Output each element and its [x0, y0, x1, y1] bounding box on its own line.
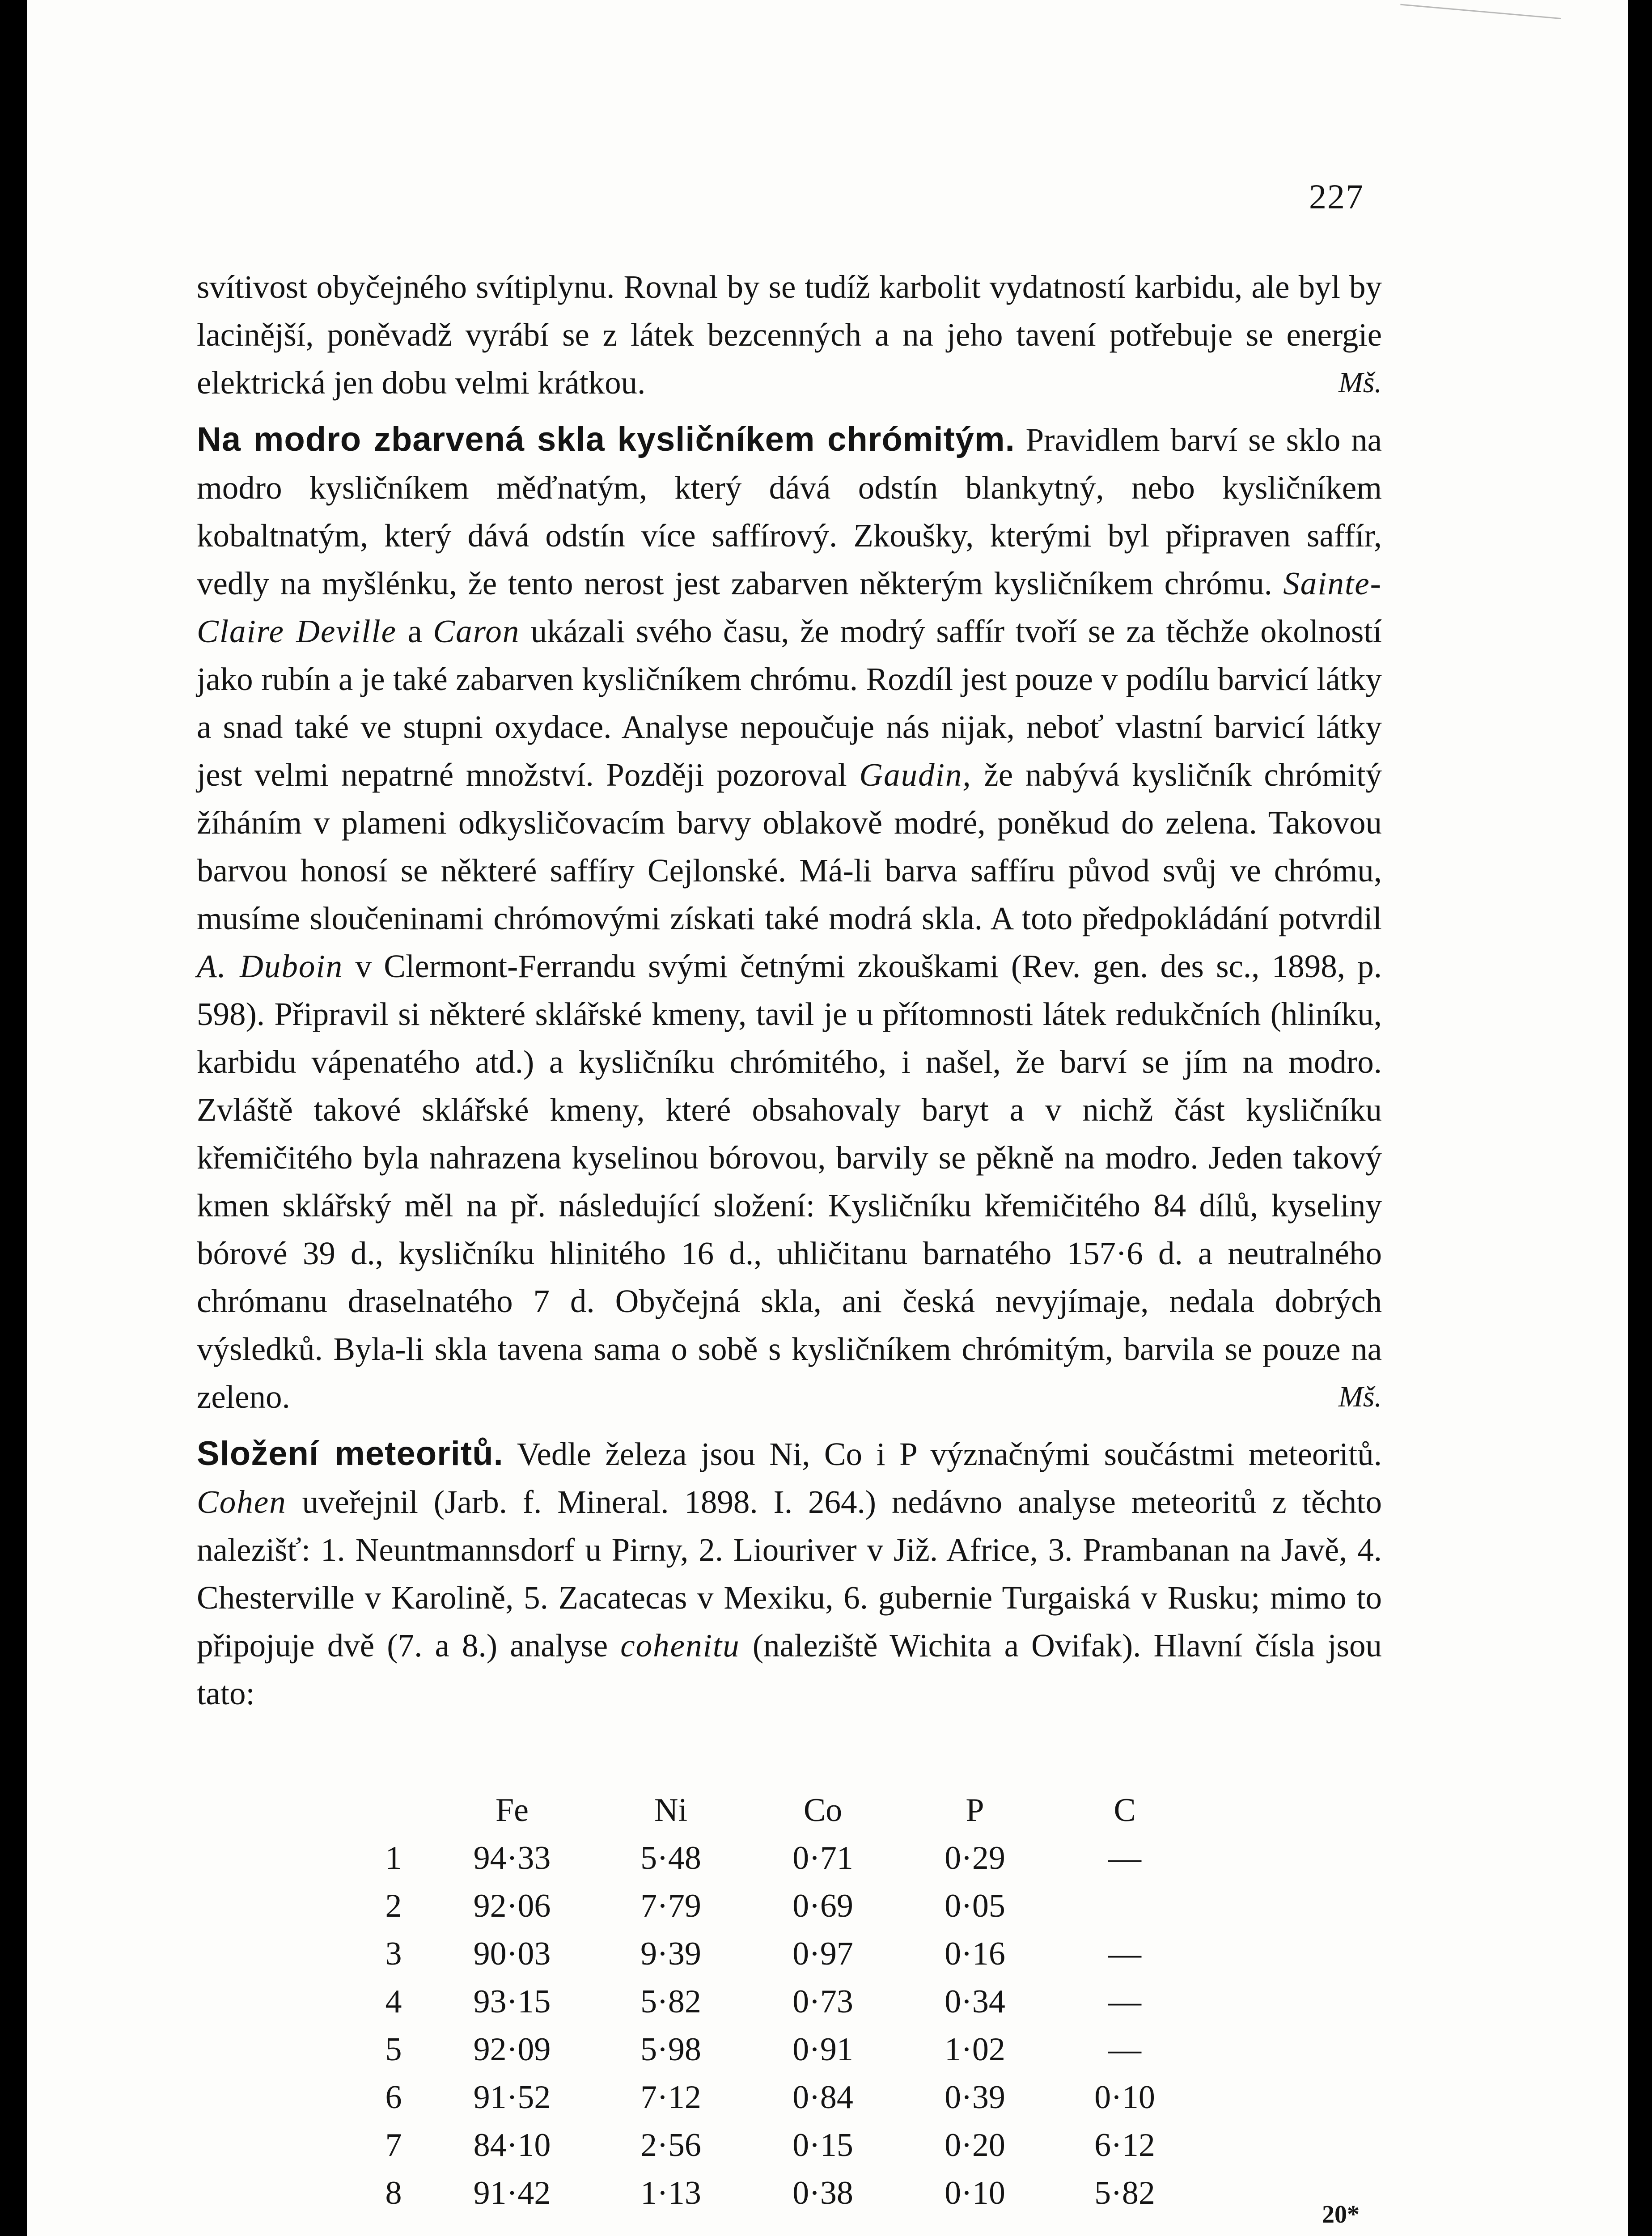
table-cell: 0·73	[792, 1983, 853, 2020]
row-number-cell: 1	[385, 1840, 402, 1876]
table-cell: 2·56	[640, 2127, 701, 2164]
table-cell: 91·42	[473, 2175, 551, 2211]
author-signature: Mš.	[1338, 1381, 1382, 1413]
table-cell: —	[1108, 1983, 1141, 2020]
row-number-cell: 8	[385, 2175, 402, 2211]
table-header: Co	[803, 1792, 843, 1829]
table-cell: 0·71	[792, 1840, 853, 1876]
table-cell: 1·13	[640, 2175, 701, 2211]
row-number-cell: 5	[385, 2031, 402, 2068]
section-heading-chromium: Na modro zbarvená skla kysličníkem chrómitým.	[197, 420, 1015, 458]
table-cell: 0·39	[945, 2079, 1005, 2116]
table-cell: —	[1108, 2031, 1141, 2068]
table-cell: 7·12	[640, 2079, 701, 2116]
table-cell: 0·69	[792, 1888, 853, 1924]
table-cell: —	[1108, 1935, 1141, 1972]
table-cell: 92·06	[473, 1888, 551, 1924]
paragraph-text: uveřejnil (Jarb. f. Mineral. 1898. I. 264.) nedávno analyse meteoritů z těchto nalezišť: 1. Neuntmannsdorf u Pirny, 2. Liouriver v Již. Africe, 3. Prambanan na Javě, 4. Chesterville v Karolině, 5. Zacatecas v Mexiku, 6. gubernie Turgaiská v Rusku; mimo to připojuje dvě (7. a 8.) analyse	[197, 1484, 1382, 1664]
table-cell: 1·02	[945, 2031, 1005, 2068]
body-text	[197, 263, 1382, 1717]
paragraph-text: Pravidlem barví se sklo na modro kysličníkem měďnatým, který dává odstín blankytný, nebo kysličníkem kobaltnatým, který dává odstín více saffírový. Zkoušky, kterými byl připraven saffír, vedly na myšlénku, že tento nerost jest zabarven některým kysličníkem chrómu.	[197, 422, 1382, 601]
paragraph-text: že nabývá kysličník chrómitý žíháním v plameni odkysličovacím barvy oblakově modré, poněkud do zelena. Takovou barvou honosí se některé saffíry Cejlonské. Má-li barva saffíru původ svůj ve chrómu, musíme sloučeninami chrómovými získati také modrá skla. A toto předpokládání potvrdil	[197, 757, 1382, 936]
section-heading-meteorites: Složení meteoritů.	[197, 1435, 504, 1473]
paragraph-text: a	[407, 613, 422, 649]
table-cell: 0·05	[945, 1888, 1005, 1924]
table-cell: —	[1108, 1840, 1141, 1876]
author-name: A. Duboin	[197, 948, 343, 984]
paragraph-text: ukázali svého času, že modrý saffír tvoří se za těchže okolností jako rubín a je také zabarven kysličníkem chrómu. Rozdíl jest pouze v podílu barvicí látky a snad také ve stupni oxydace. Analyse nepoučuje nás nijak, neboť vlastní barvicí látky jest velmi nepatrné množství. Později pozoroval	[197, 613, 1382, 793]
table-cell: 92·09	[473, 2031, 551, 2068]
table-row	[358, 2074, 1199, 2122]
table-cell: 90·03	[473, 1935, 551, 1972]
author-name: Sainte-Claire Deville	[197, 565, 1382, 649]
paragraph-chromium	[197, 415, 1382, 1421]
table-row	[358, 1882, 1199, 1930]
author-signature: Mš.	[1338, 366, 1382, 399]
mineral-name: cohenitu	[620, 1627, 740, 1664]
row-number-cell: 3	[385, 1935, 402, 1972]
table-cell: 0·15	[792, 2127, 853, 2164]
scan-edge-mark	[1400, 4, 1561, 19]
table-row	[358, 1834, 1199, 1882]
table-cell: 84·10	[473, 2127, 551, 2164]
author-name: Cohen	[197, 1484, 287, 1520]
table-cell: 9·39	[640, 1935, 701, 1972]
table-header	[358, 1787, 429, 1834]
table-cell: 5·82	[1094, 2175, 1155, 2211]
paragraph-text: Vedle železa jsou Ni, Co i P význačnými součástmi meteoritů.	[517, 1436, 1382, 1472]
table-cell	[1051, 1882, 1199, 1930]
table-cell: 0·10	[945, 2175, 1005, 2211]
meteorite-composition-table	[358, 1787, 1199, 2217]
table-cell: 0·10	[1094, 2079, 1155, 2116]
author-name: Gaudin,	[859, 757, 972, 793]
table-cell: 5·98	[640, 2031, 701, 2068]
table-cell: 0·38	[792, 2175, 853, 2211]
paragraph-text: v Clermont-Ferrandu svými četnými zkouškami (Rev. gen. des sc., 1898, p. 598). Připravil si některé sklářské kmeny, tavil je u přítomnosti látek redukčních (hliníku, karbidu vápenatého atd.) a kysličníku chrómitého, i našel, že barví se jím na modro. Zvláště takové sklářské kmeny, které obsahovaly baryt a v nichž část kysličníku křemičitého byla nahrazena kyselinou bórovou, barvily se pěkně na modro. Jeden takový kmen sklářský měl na př. následující složení: Kysličníku křemičitého 84 dílů, kyseliny bórové 39 d., kysličníku hlinitého 16 d., uhličitanu barnatého 157·6 d. a neutralného chrómanu draselnatého 7 d. Obyčejná skla, ani česká nevyjímaje, nedala dobrých výsledků. Byla-li skla tavena sama o sobě s kysličníkem chrómitým, barvila se pouze na zeleno.	[197, 948, 1382, 1415]
table-cell: 0·97	[792, 1935, 853, 1972]
table-header-row	[358, 1787, 1199, 1834]
paragraph-text: (naleziště Wichita a Ovifak). Hlavní čísla jsou tato:	[197, 1627, 1382, 1711]
table-cell: 5·82	[640, 1983, 701, 2020]
table-header: Ni	[654, 1792, 687, 1829]
table-cell: 6·12	[1094, 2127, 1155, 2164]
table-body	[358, 1834, 1199, 2217]
table-header: Fe	[496, 1792, 529, 1829]
table-cell: 0·91	[792, 2031, 853, 2068]
paragraph-text: svítivost obyčejného svítiplynu. Rovnal by se tudíž karbolit vydatností karbidu, ale byl by lacinější, poněvadž vyrábí se z látek bezcenných a na jeho tavení potřebuje se energie elektrická jen dobu velmi krátkou.	[197, 269, 1382, 401]
row-number-cell: 7	[385, 2127, 402, 2164]
signature-mark: 20*	[1322, 2201, 1360, 2228]
table-cell: 0·29	[945, 1840, 1005, 1876]
row-number-cell: 4	[385, 1983, 402, 2020]
table-cell: 93·15	[473, 1983, 551, 2020]
table-cell: 0·20	[945, 2127, 1005, 2164]
row-number-cell: 6	[385, 2079, 402, 2116]
row-number-cell: 2	[385, 1888, 402, 1924]
table-cell: 7·79	[640, 1888, 701, 1924]
table-row	[358, 1930, 1199, 1978]
table-cell: 94·33	[473, 1840, 551, 1876]
table-cell: 0·16	[945, 1935, 1005, 1972]
paragraph-karbolit	[197, 263, 1382, 407]
table-cell: 0·84	[792, 2079, 853, 2116]
table-cell: 0·34	[945, 1983, 1005, 2020]
table-row	[358, 2169, 1199, 2217]
table-header: C	[1114, 1792, 1136, 1829]
table-cell: 91·52	[473, 2079, 551, 2116]
document-page	[27, 0, 1628, 2236]
page-number: 227	[1309, 177, 1364, 216]
table-header: P	[966, 1792, 984, 1829]
table-row	[358, 2122, 1199, 2169]
table-row	[358, 2026, 1199, 2074]
table-row	[358, 1978, 1199, 2026]
table-cell: 5·48	[640, 1840, 701, 1876]
paragraph-meteorites	[197, 1430, 1382, 1717]
author-name: Caron	[433, 613, 520, 649]
